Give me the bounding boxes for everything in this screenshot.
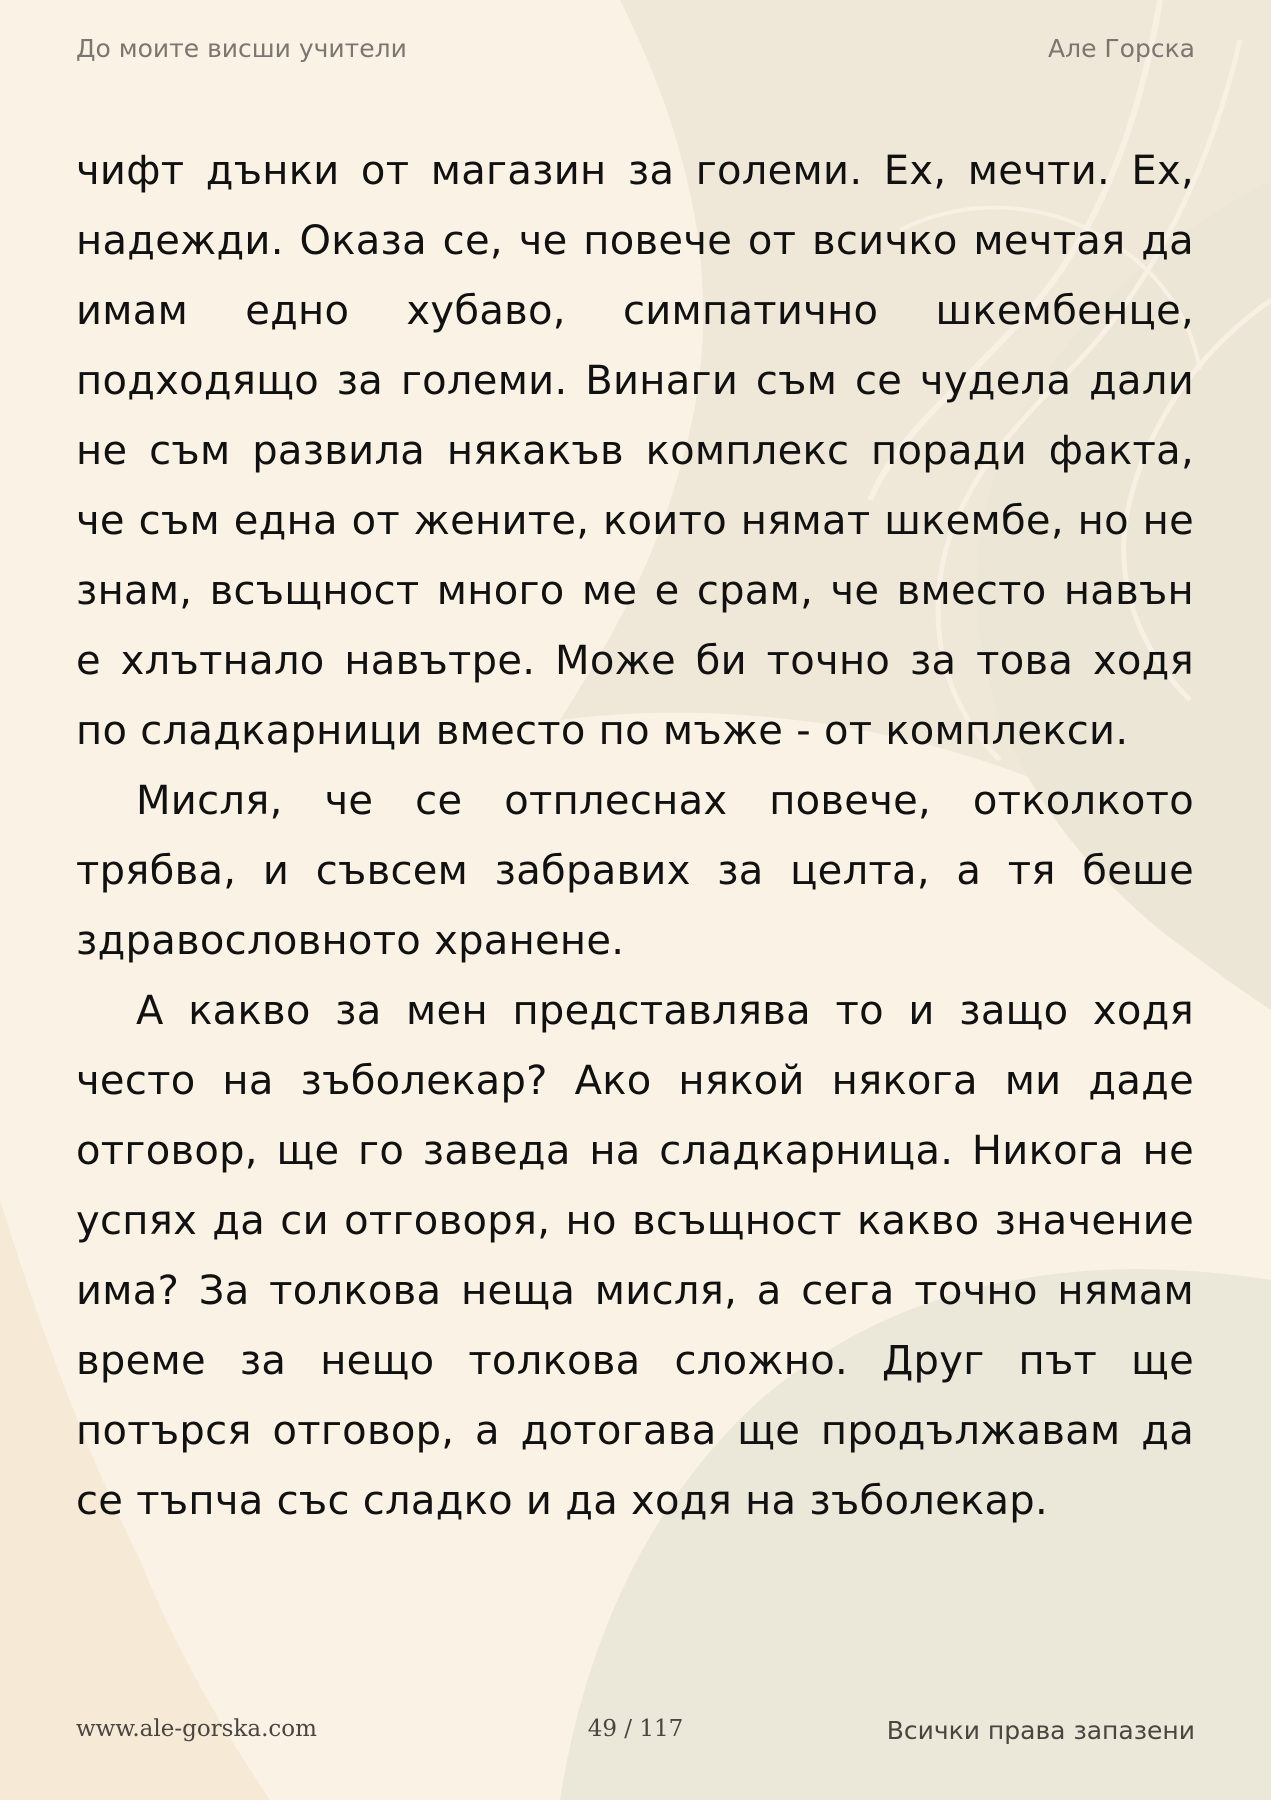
- paragraph-3: А какво за мен представлява то и защо ходя често на зъболекар? Ако някой някога ми даде отговор, ще го заведа на сладкарница. Никога не успях да си отговоря, но всъщност какво значение има? За толкова неща мисля, а сега точно нямам време за нещо толкова сложно. Друг път ще потърся отговор, а дотогава ще продължавам да се тъпча със сладко и да ходя на зъболекар.: [76, 988, 1194, 1524]
- page-header: [76, 34, 1195, 70]
- page-footer: [76, 1716, 1195, 1752]
- page-number: 49 / 117: [587, 1716, 684, 1742]
- paragraph-2: Мисля, че се отплеснах повече, отколкото трябва, и съвсем забравих за целта, а тя беше здравословното хранене.: [76, 778, 1194, 964]
- paragraph-1: чифт дънки от магазин за големи. Ех, мечти. Ех, надежди. Оказа се, че повече от всичко мечтая да имам едно хубаво, симпатично шкембенце, подходящо за големи. Винаги съм се чудела дали не съм развила някакъв комплекс поради факта, че съм една от жените, които нямат шкембе, но не знам, всъщност много ме е срам, че вместо навън е хлътнало навътре. Може би точно за това ходя по сладкарници вместо по мъже - от комплекси.: [76, 148, 1194, 754]
- website-link[interactable]: www.ale-gorska.com: [76, 1716, 317, 1742]
- book-title: До моите висши учители: [76, 34, 407, 63]
- page-body: [76, 136, 1194, 1536]
- copyright-notice: Всички права запазени: [886, 1716, 1195, 1745]
- author-name: Але Горска: [1048, 34, 1195, 63]
